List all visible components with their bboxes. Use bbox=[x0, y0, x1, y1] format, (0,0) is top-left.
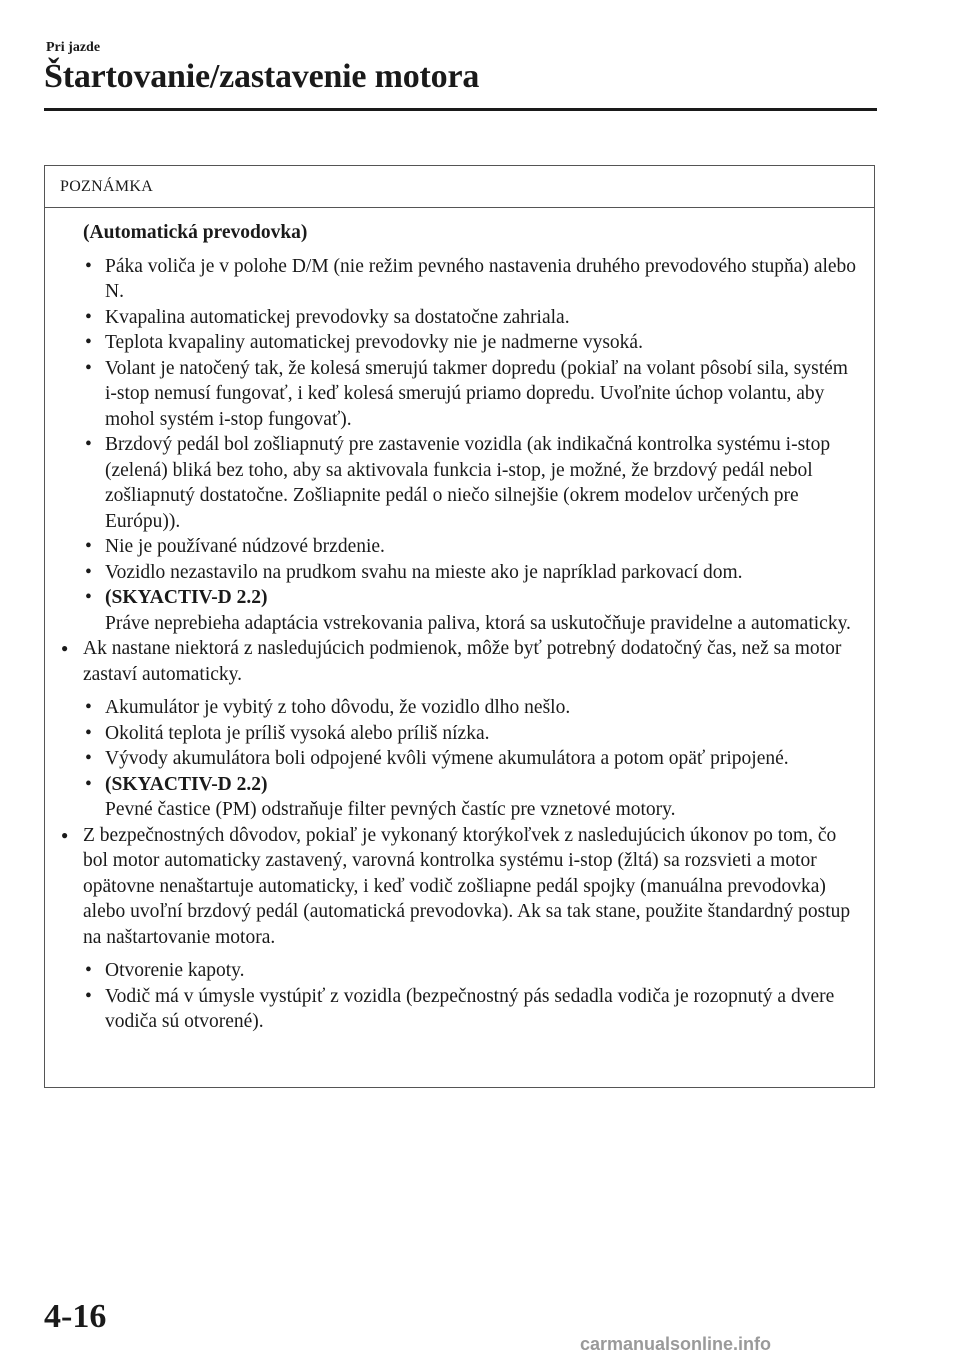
list-item: • Teplota kvapaliny automatickej prevodovky nie je nadmerne vysoká. bbox=[83, 330, 858, 356]
skyactiv-label: • (SKYACTIV-D 2.2) bbox=[105, 773, 268, 795]
main-bullet-delay bbox=[61, 636, 858, 823]
list-item: • Nie je používané núdzové brzdenie. bbox=[83, 534, 858, 560]
main-bullet-list bbox=[61, 636, 858, 1035]
list-item: • Akumulátor je vybitý z toho dôvodu, že vozidlo dlho nešlo. bbox=[83, 695, 858, 721]
list-item: • Volant je natočený tak, že kolesá smerujú takmer dopredu (pokiaľ na volant pôsobí sila, systém i-stop nemusí fungovať, i keď kolesá smerujú priamo dopredu. Uvoľnite úchop volantu, aby mohol systém i-stop fungovať). bbox=[83, 356, 858, 433]
safety-actions-list bbox=[83, 958, 858, 1035]
note-body bbox=[45, 208, 874, 1035]
section-label: Pri jazde bbox=[46, 40, 101, 55]
skyactiv-text: Pevné častice (PM) odstraňuje filter pevných častíc pre vznetové motory. bbox=[105, 799, 676, 820]
page-title: Štartovanie/zastavenie motora bbox=[44, 58, 480, 95]
main-bullet-text: ● Ak nastane niektorá z nasledujúcich podmienok, môže byť potrebný dodatočný čas, než sa motor zastaví automaticky. bbox=[83, 638, 842, 685]
list-item: • Vozidlo nezastavilo na prudkom svahu na mieste ako je napríklad parkovací dom. bbox=[83, 560, 858, 586]
main-bullet-text: ● Z bezpečnostných dôvodov, pokiaľ je vykonaný ktorýkoľvek z nasledujúcich úkonov po tom, čo bol motor automaticky zastavený, varovná kontrolka systému i-stop (žltá) sa rozsvieti a motor opätovne nenaštartuje automaticky, i keď vodič zošliapne pedál spojky (manuálna prevodovka) alebo uvoľní brzdový pedál (automatická prevodovka). Ak sa tak stane, použite štandardný postup na naštartovanie motora. bbox=[83, 824, 851, 948]
note-box bbox=[44, 165, 875, 1088]
list-item: • Kvapalina automatickej prevodovky sa dostatočne zahriala. bbox=[83, 305, 858, 331]
automatic-conditions-list bbox=[83, 254, 858, 637]
list-item-skyactiv bbox=[83, 585, 858, 636]
page-number: 4-16 bbox=[44, 1298, 107, 1335]
title-divider bbox=[44, 108, 877, 111]
list-item: • Páka voliča je v polohe D/M (nie režim pevného nastavenia druhého prevodového stupňa) alebo N. bbox=[83, 254, 858, 305]
skyactiv-label: • (SKYACTIV-D 2.2) bbox=[105, 587, 268, 608]
list-item-skyactiv bbox=[83, 772, 858, 823]
list-item: • Vodič má v úmysle vystúpiť z vozidla (bezpečnostný pás sedadla vodiča je rozopnutý a dvere vodiča sú otvorené). bbox=[83, 984, 858, 1035]
list-item: • Okolitá teplota je príliš vysoká alebo príliš nízka. bbox=[83, 721, 858, 747]
list-item: • Brzdový pedál bol zošliapnutý pre zastavenie vozidla (ak indikačná kontrolka systému i-stop (zelená) bliká bez toho, aby sa aktivovala funkcia i-stop, je možné, že brzdový pedál nebol zošliapnutý dostatočne. Zošliapnite pedál o niečo silnejšie (okrem modelov určených pre Európu)). bbox=[83, 432, 858, 534]
main-bullet-safety bbox=[61, 823, 858, 1035]
watermark: carmanualsonline.info bbox=[580, 1334, 772, 1354]
note-header: POZNÁMKA bbox=[45, 166, 874, 208]
list-item: • Otvorenie kapoty. bbox=[83, 958, 858, 984]
skyactiv-text: Práve neprebieha adaptácia vstrekovania paliva, ktorá sa uskutočňuje pravidelne a automaticky. bbox=[105, 612, 851, 634]
list-item: • Vývody akumulátora boli odpojené kvôli výmene akumulátora a potom opäť pripojené. bbox=[83, 746, 858, 772]
automatic-heading: (Automatická prevodovka) bbox=[83, 222, 308, 243]
delay-conditions-list bbox=[83, 695, 858, 823]
